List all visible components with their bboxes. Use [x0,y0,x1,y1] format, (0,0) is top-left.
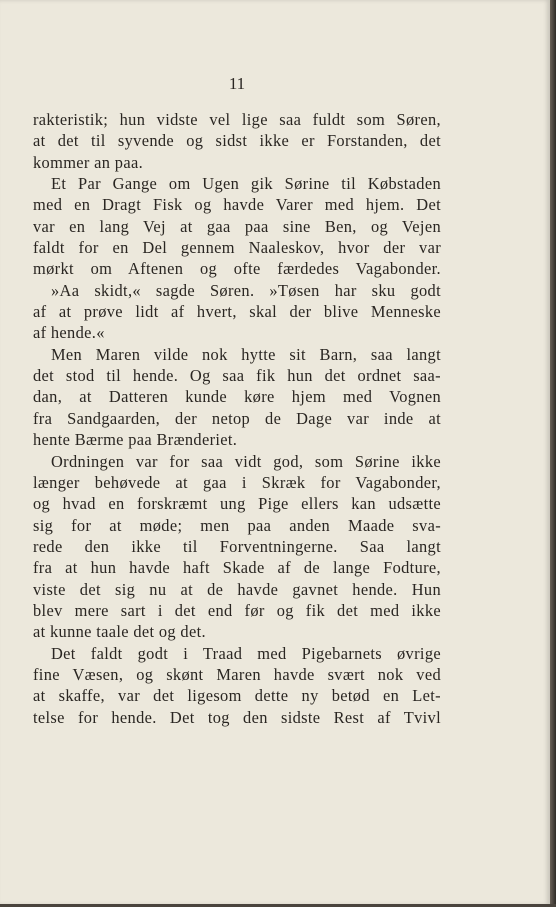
text-line: af hende.« [33,323,105,343]
text-line: Et Par Gange om Ugen gik Sørine til Købstaden [51,174,441,194]
body-text [33,109,441,728]
text-line: og hvad en forskræmt ung Pige ellers kan udsætte [33,494,441,514]
text-line: dan, at Datteren kunde køre hjem med Vognen [33,387,441,407]
text-line: af at prøve lidt af hvert, skal der blive Menneske [33,302,441,322]
text-line: at det til syvende og sidst ikke er Forstanden, det [33,131,441,151]
text-line: sig for at møde; men paa anden Maade sva- [33,515,441,535]
text-line: med en Dragt Fisk og havde Varer med hjem. Det [33,195,441,215]
text-line: faldt for en Del gennem Naaleskov, hvor der var [33,238,441,258]
text-line: viste det sig nu at de havde gavnet hende. Hun [33,579,441,599]
text-line: fine Væsen, og skønt Maren havde svært nok ved [33,664,441,684]
text-line: Ordningen var for saa vidt god, som Sørine ikke [51,451,441,471]
text-line: blev mere sart i det end før og fik det med ikke [33,600,441,620]
text-line: Det faldt godt i Traad med Pigebarnets øvrige [51,643,441,663]
text-line: fra Sandgaarden, der netop de Dage var inde at [33,408,441,428]
text-line: længer behøvede at gaa i Skræk for Vagabonder, [33,472,441,492]
text-line: var en lang Vej at gaa paa sine Ben, og Vejen [33,216,441,236]
text-line: rakteristik; hun vidste vel lige saa fuldt som Søren, [33,110,441,129]
text-line: hente Bærme paa Brænderiet. [33,430,238,450]
text-line: rede den ikke til Forventningerne. Saa langt [33,536,441,556]
text-line: fra at hun havde haft Skade af de lange Fodture, [33,558,441,578]
text-line: Men Maren vilde nok hytte sit Barn, saa langt [51,344,441,364]
text-line: at kunne taale det og det. [33,622,206,642]
text-line: »Aa skidt,« sagde Søren. »Tøsen har sku godt [51,280,441,300]
page-edge-shadow [550,0,556,907]
text-line: mørkt om Aftenen og ofte færdedes Vagabonder. [33,259,441,279]
text-line: at skaffe, var det ligesom dette ny betød en Let- [33,686,441,706]
text-line: kommer an paa. [33,152,144,172]
page-number: 11 [228,74,246,93]
text-line: det stod til hende. Og saa fik hun det ordnet saa- [33,366,441,386]
text-line: telse for hende. Det tog den sidste Rest af Tvivl [33,707,441,727]
